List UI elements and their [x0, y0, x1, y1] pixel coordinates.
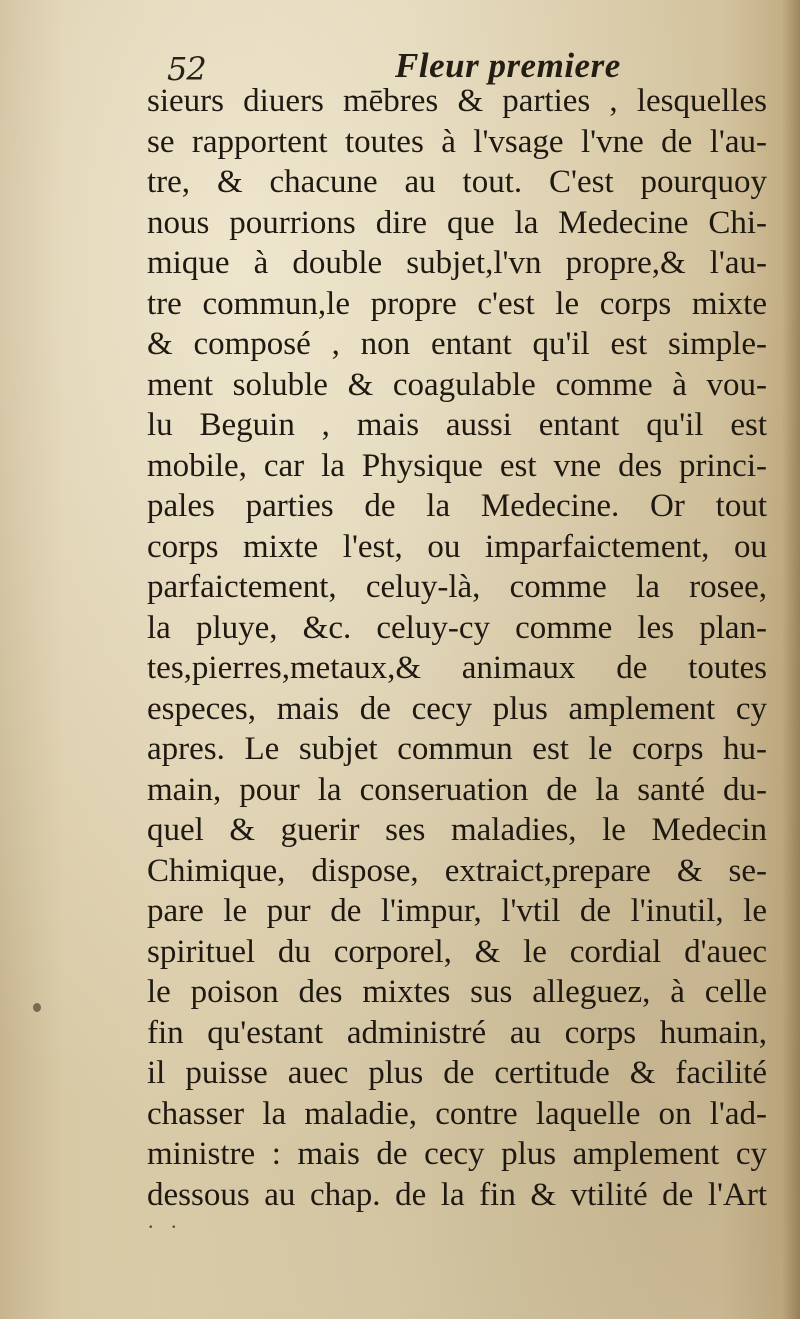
text-line: fin qu'estant administré au corps humain, [147, 1014, 767, 1051]
footer-mark: . . [148, 1208, 183, 1233]
text-line: quel & guerir ses maladies, le Medecin [147, 812, 767, 848]
text-line: mobile, car la Physique est vne des princi- [147, 447, 767, 484]
page-number: 52 [167, 50, 206, 88]
text-line: la pluye, &c. celuy-cy comme les plan- [147, 609, 767, 646]
text-line: mique à double subjet,l'vn propre,& l'au- [147, 245, 767, 281]
text-line: le poison des mixtes sus alleguez, à celle [147, 974, 767, 1010]
text-line: spirituel du corporel, & le cordial d'auec [147, 933, 767, 970]
text-line: main, pour la conseruation de la santé du- [147, 771, 767, 808]
text-line: nous pourrions dire que la Medecine Chi- [147, 204, 767, 241]
text-line: tre, & chacune au tout. C'est pourquoy [147, 164, 767, 200]
text-line: Chimique, dispose, extraict,prepare & se- [147, 852, 767, 889]
running-title: Fleur premiere [395, 46, 621, 85]
text-line: ment soluble & coagulable comme à vou- [147, 366, 767, 403]
text-line: pales parties de la Medecine. Or tout [147, 488, 767, 524]
text-line: chasser la maladie, contre laquelle on l'ad- [147, 1095, 767, 1132]
text-line: lu Beguin , mais aussi entant qu'il est [147, 407, 767, 443]
body-text [147, 81, 767, 1215]
text-line: parfaictement, celuy-là, comme la rosee, [147, 569, 767, 605]
text-line: dessous au chap. de la fin & vtilité de l'Art [147, 1176, 767, 1213]
text-line: tes,pierres,metaux,& animaux de toutes [147, 650, 767, 686]
text-line: tre commun,le propre c'est le corps mixte [147, 285, 767, 322]
text-line: pare le pur de l'impur, l'vtil de l'inutil, le [147, 893, 767, 929]
text-line: corps mixte l'est, ou imparfaictement, ou [147, 528, 767, 565]
text-line: il puisse auec plus de certitude & facilité [147, 1055, 767, 1091]
text-line: se rapportent toutes à l'vsage l'vne de l'au- [147, 123, 767, 160]
text-line: especes, mais de cecy plus amplement cy [147, 690, 767, 727]
text-line: apres. Le subjet commun est le corps hu- [147, 731, 767, 767]
text-line: & composé , non entant qu'il est simple- [147, 326, 767, 362]
text-line: ministre : mais de cecy plus amplement cy [147, 1136, 767, 1172]
page-edge-shadow [782, 0, 800, 1319]
margin-ink-dot [33, 1003, 41, 1012]
text-line: sieurs diuers mēbres & parties , lesquelles [147, 83, 767, 119]
